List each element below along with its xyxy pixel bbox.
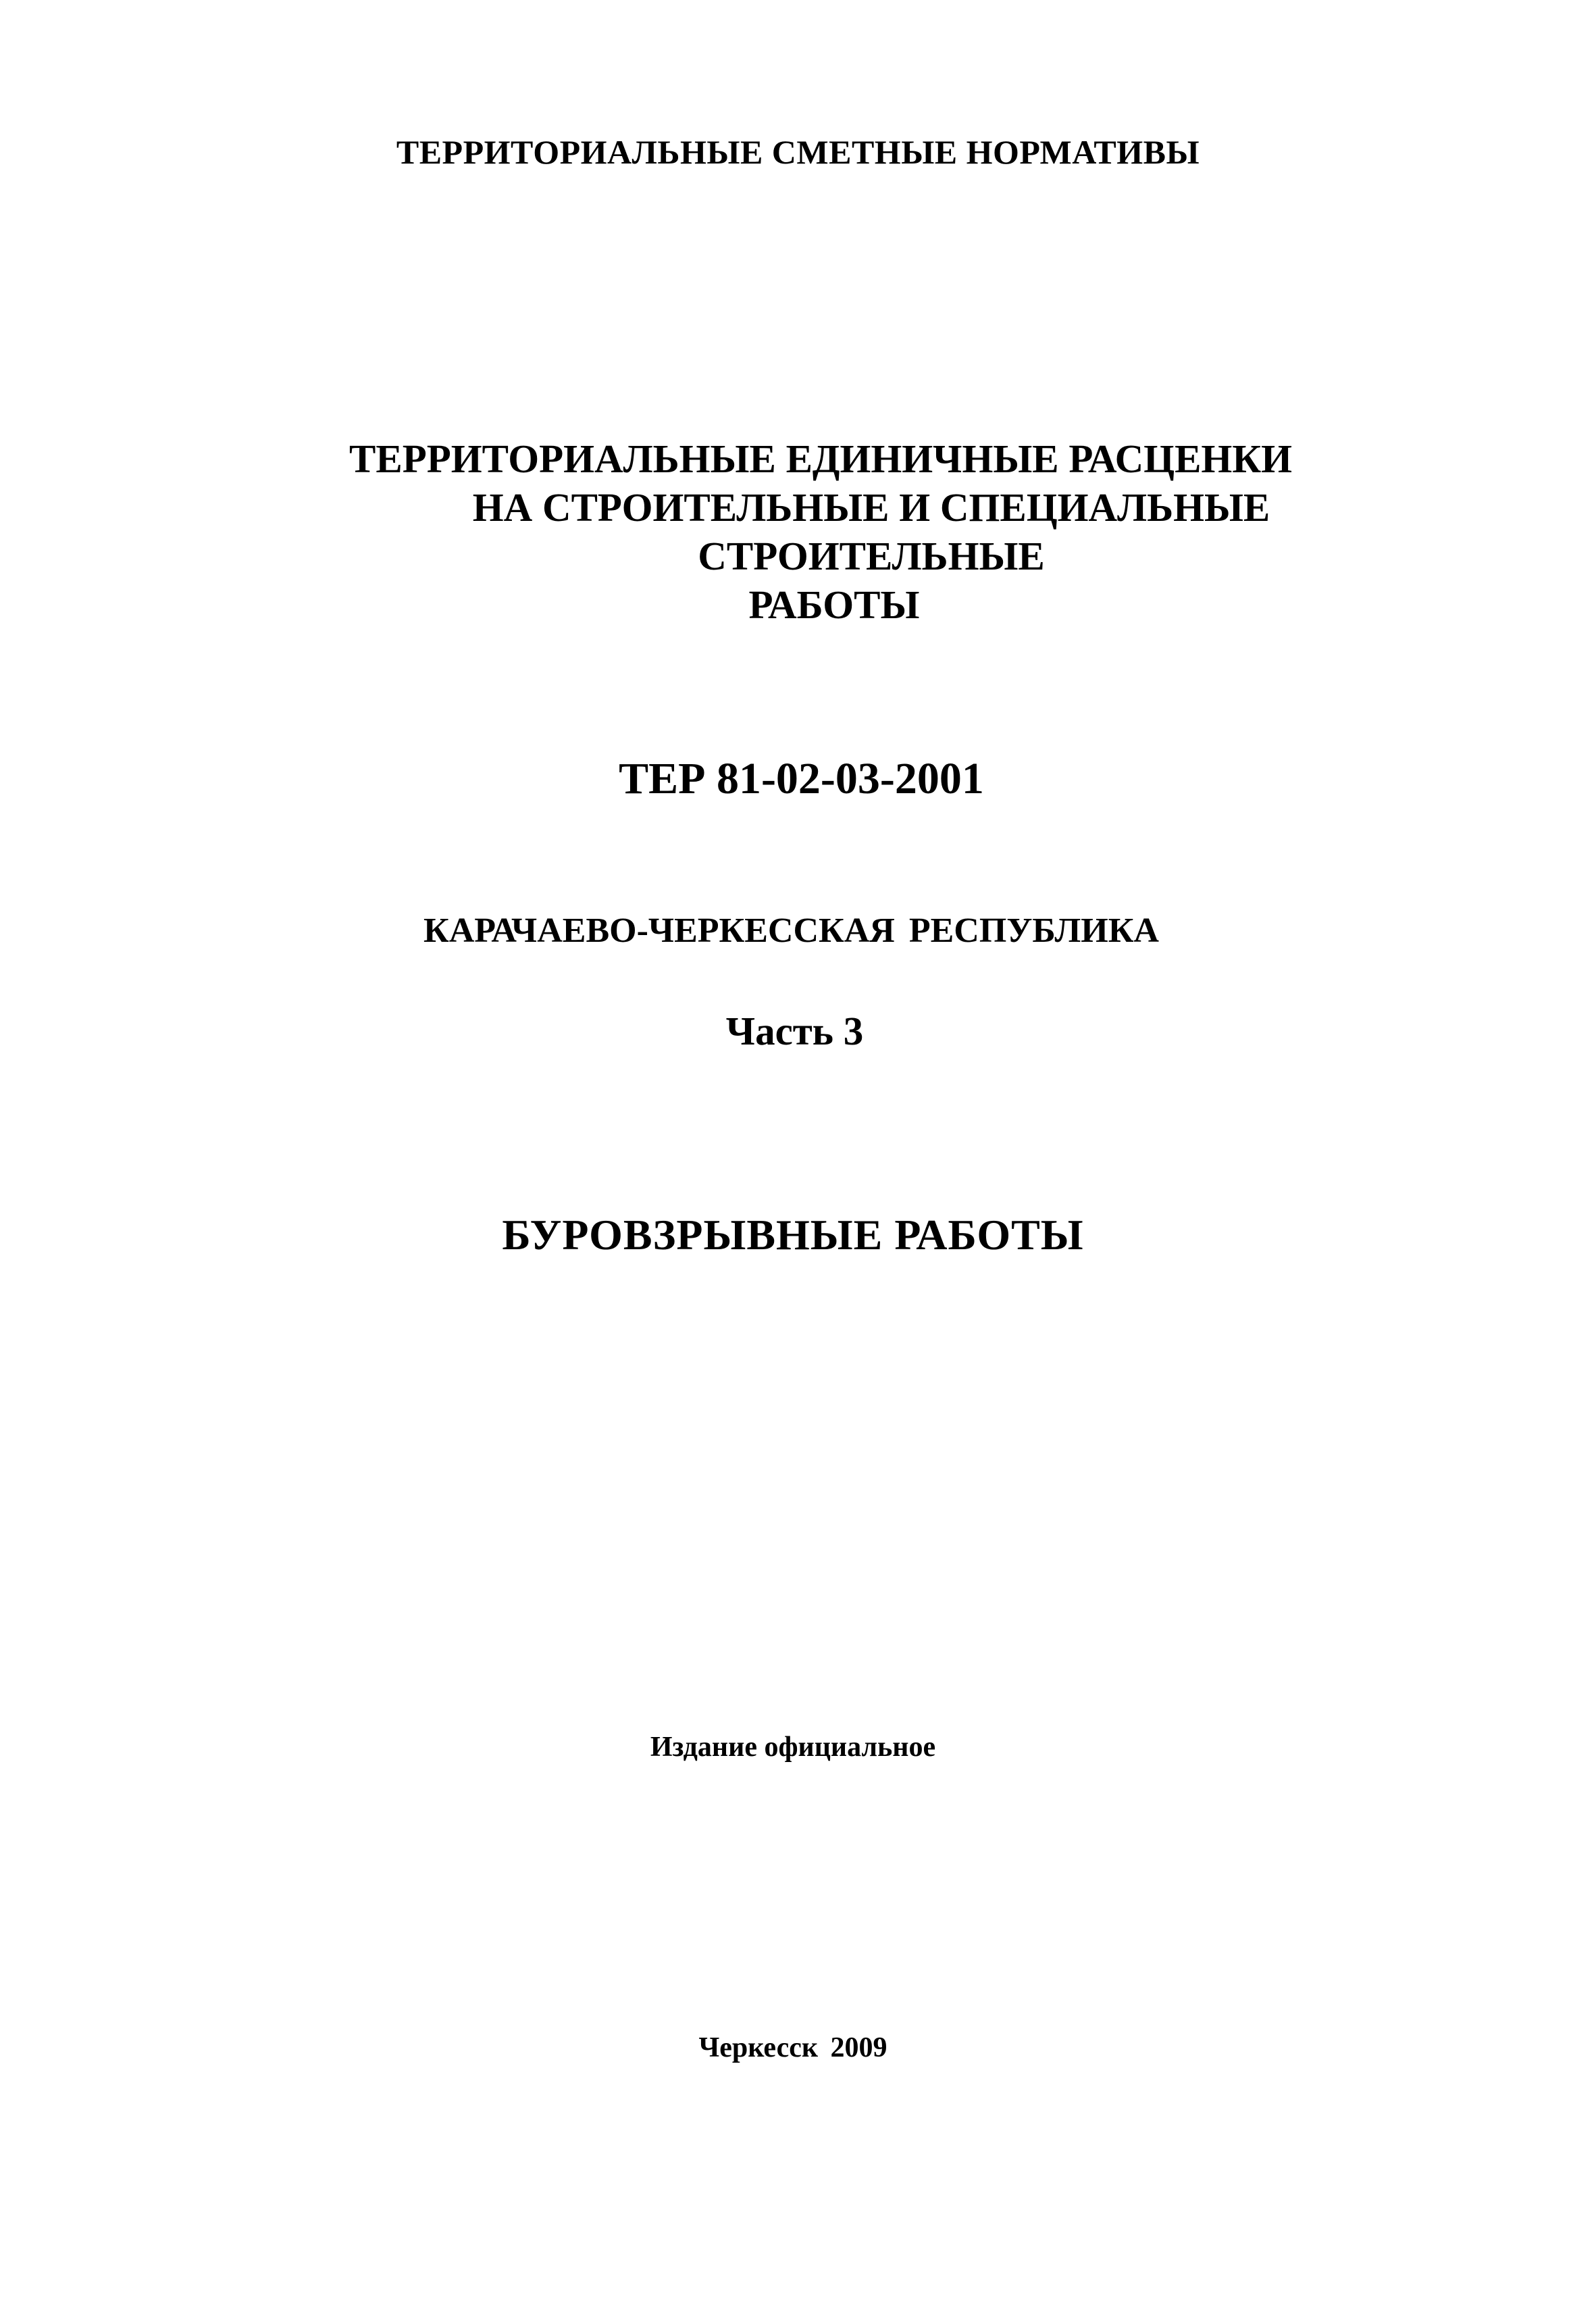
title-line-1: ТЕРРИТОРИАЛЬНЫЕ ЕДИНИЧНЫЕ РАСЦЕНКИ	[349, 436, 1292, 481]
edition-note: Издание официальное	[650, 1732, 936, 1763]
document-title	[270, 434, 1445, 629]
title-line-2: НА СТРОИТЕЛЬНЫЕ И СПЕЦИАЛЬНЫЕ СТРОИТЕЛЬНЫЕ	[472, 485, 1270, 578]
part-number: Часть 3	[725, 1009, 864, 1053]
subject-title: БУРОВЗРЫВНЫЕ РАБОТЫ	[502, 1211, 1084, 1259]
series-heading: ТЕРРИТОРИАЛЬНЫЕ СМЕТНЫЕ НОРМАТИВЫ	[396, 133, 1200, 171]
document-code: ТЕР 81-02-03-2001	[619, 754, 984, 803]
region-name: КАРАЧАЕВО-ЧЕРКЕССКАЯ РЕСПУБЛИКА	[423, 911, 1159, 950]
title-line-3: РАБОТЫ	[748, 582, 920, 627]
place-year: Черкесск 2009	[698, 2032, 887, 2063]
